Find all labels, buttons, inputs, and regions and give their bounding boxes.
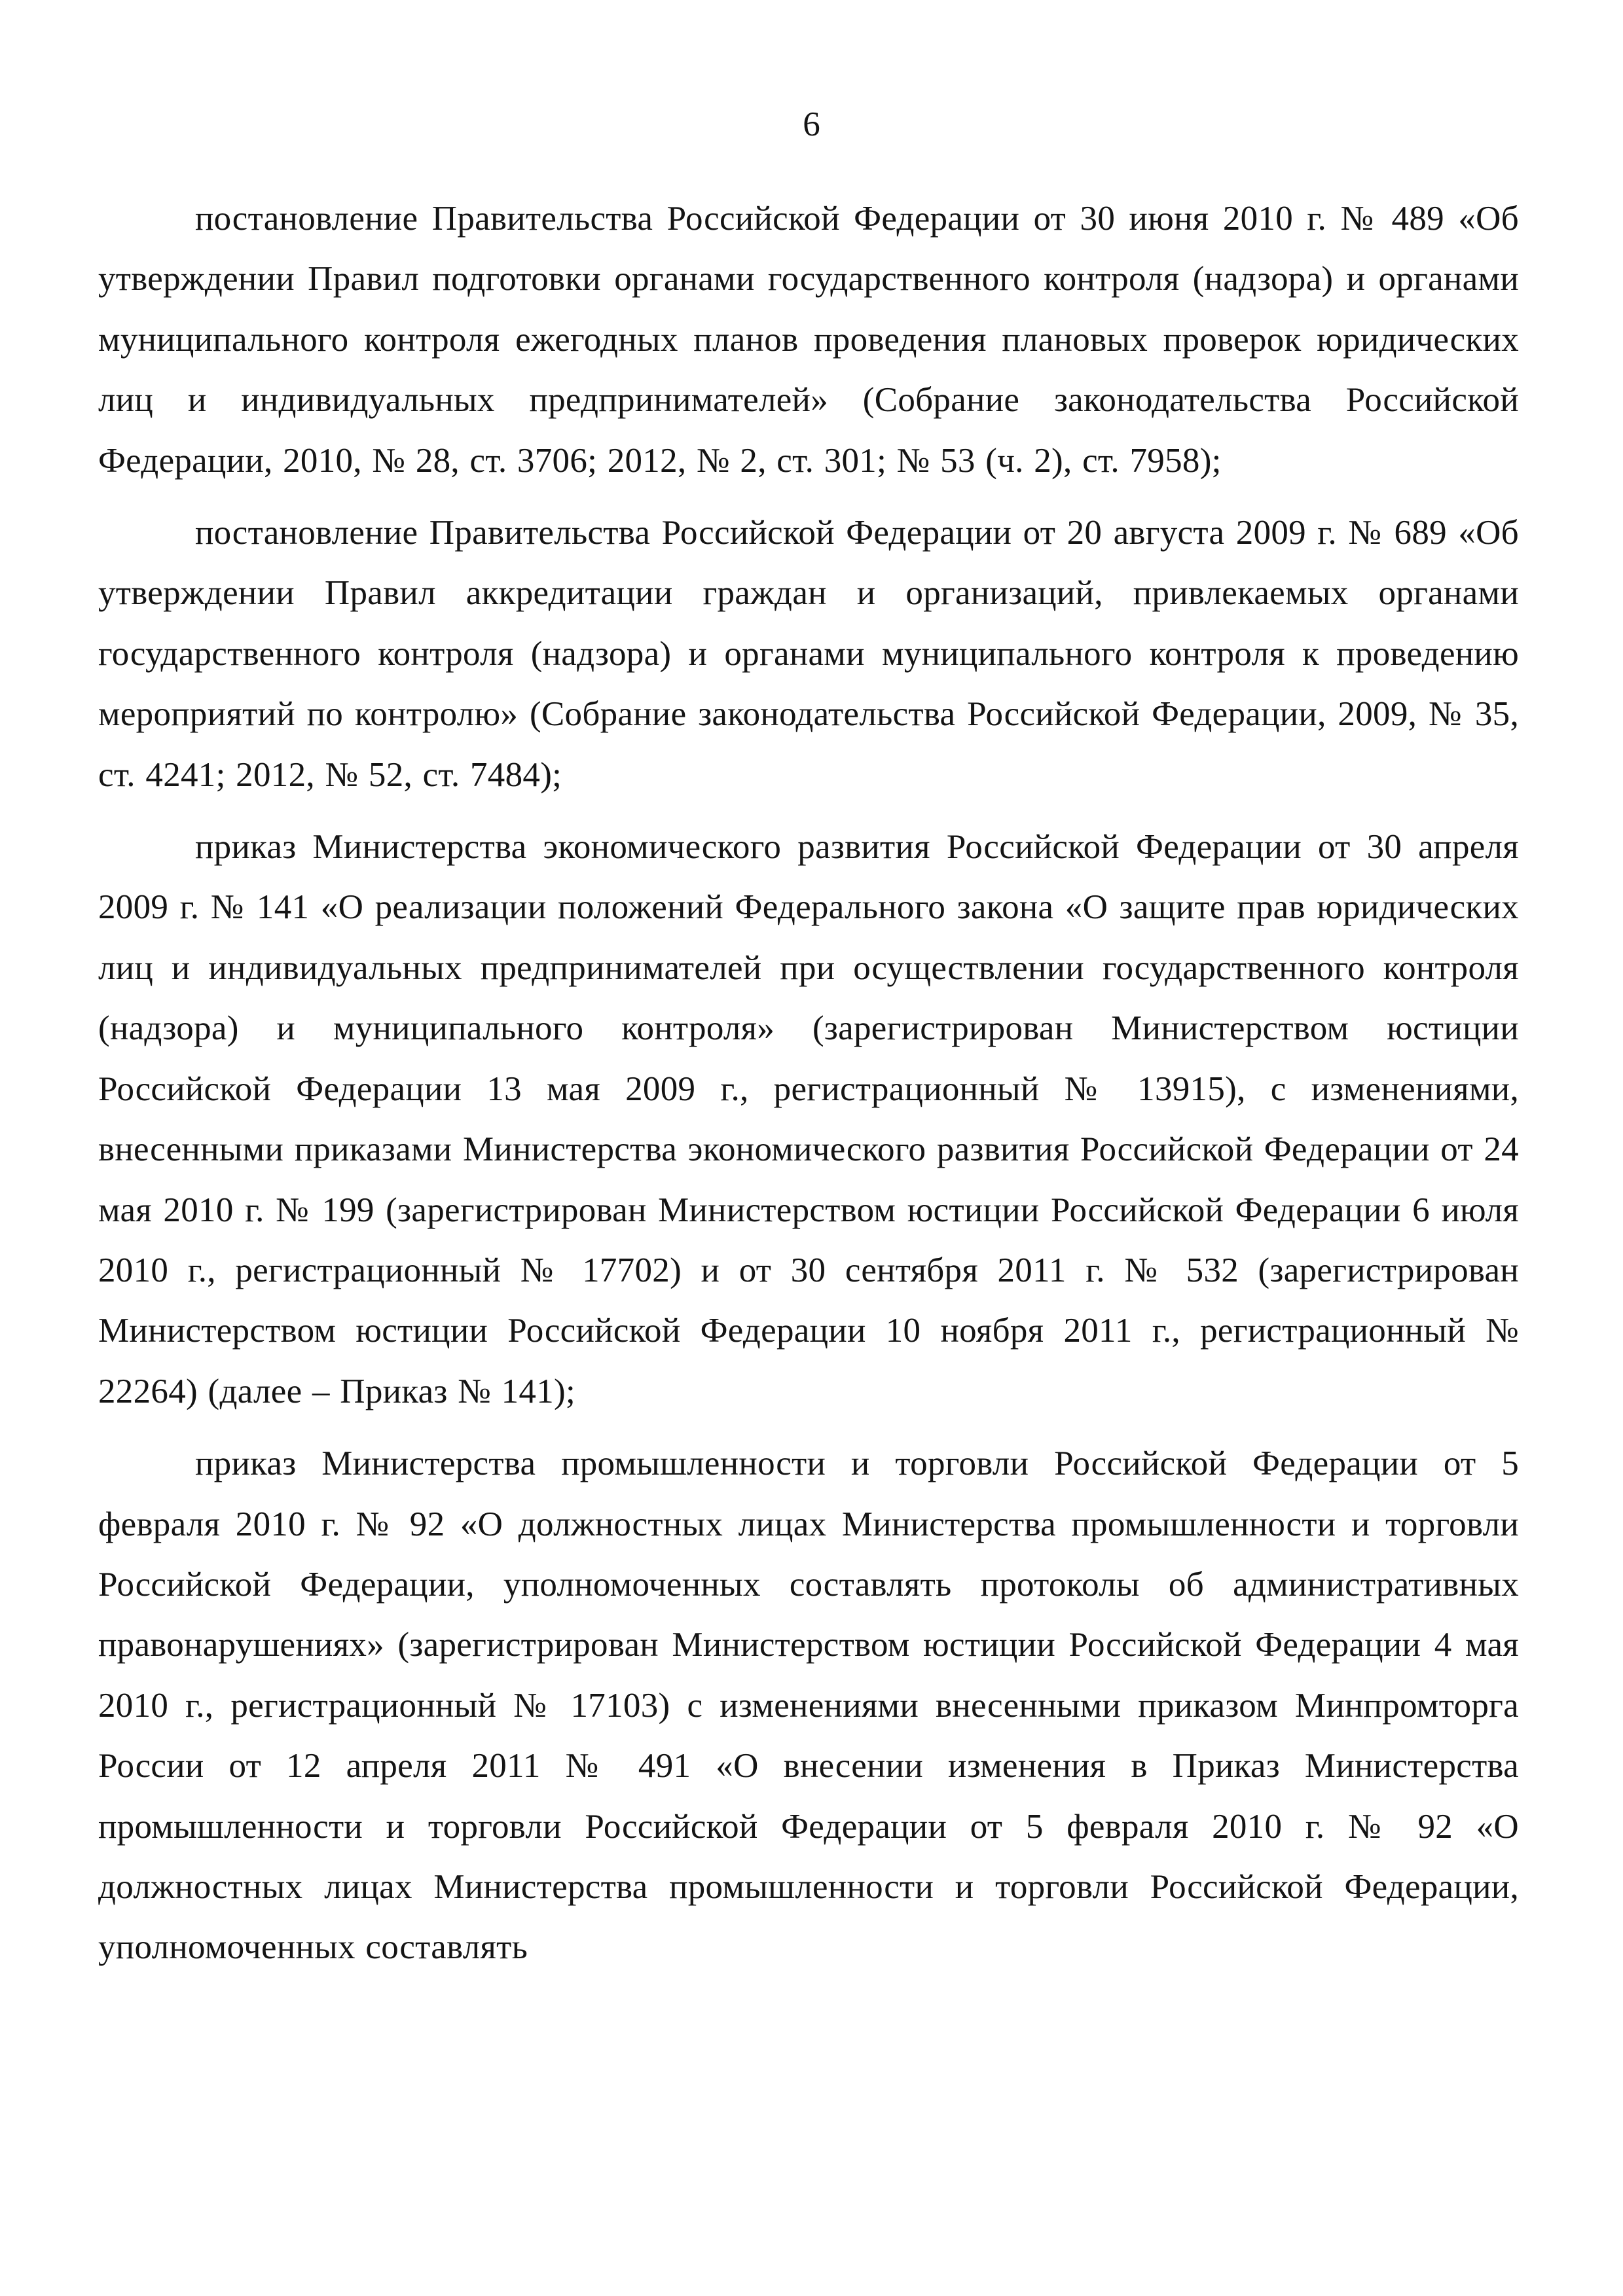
- paragraph-order-92: приказ Министерства промышленности и торговли Российской Федерации от 5 февраля 2010 г. № 92 «О должностных лицах Министерства промышленности и торговли Российской Федерации, уполномоченных составлять протоколы об административных правонарушениях» (зарегистрирован Министерством юстиции Российской Федерации 4 мая 2010 г., регистрационный № 17103) с изменениями внесенными приказом Минпромторга России от 12 апреля 2011 № 491 «О внесении изменения в Приказ Министерства промышленности и торговли Российской Федерации от 5 февраля 2010 г. № 92 «О должностных лицах Министерства промышленности и торговли Российской Федерации, уполномоченных составлять: [98, 1444, 1519, 1967]
- paragraph-resolution-489: постановление Правительства Российской Федерации от 30 июня 2010 г. № 489 «Об утверждении Правил подготовки органами государственного контроля (надзора) и органами муниципального контроля ежегодных планов проведения плановых проверок юридических лиц и индивидуальных предпринимателей» (Собрание законодательства Российской Федерации, 2010, № 28, ст. 3706; 2012, № 2, ст. 301; № 53 (ч. 2), ст. 7958);: [98, 200, 1519, 480]
- page-number: 6: [803, 105, 820, 143]
- document-body: [98, 188, 1519, 1990]
- paragraph-order-141: приказ Министерства экономического развития Российской Федерации от 30 апреля 2009 г. № 141 «О реализации положений Федерального закона «О защите прав юридических лиц и индивидуальных предпринимателей при осуществлении государственного контроля (надзора) и муниципального контроля» (зарегистрирован Министерством юстиции Российской Федерации 13 мая 2009 г., регистрационный № 13915), с изменениями, внесенными приказами Министерства экономического развития Российской Федерации от 24 мая 2010 г. № 199 (зарегистрирован Министерством юстиции Российской Федерации 6 июля 2010 г., регистрационный № 17702) и от 30 сентября 2011 г. № 532 (зарегистрирован Министерством юстиции Российской Федерации 10 ноября 2011 г., регистрационный № 22264) (далее – Приказ № 141);: [98, 828, 1519, 1410]
- paragraph-resolution-689: постановление Правительства Российской Федерации от 20 августа 2009 г. № 689 «Об утверждении Правил аккредитации граждан и организаций, привлекаемых органами государственного контроля (надзора) и органами муниципального контроля к проведению мероприятий по контролю» (Собрание законодательства Российской Федерации, 2009, № 35, ст. 4241; 2012, № 52, ст. 7484);: [98, 514, 1519, 794]
